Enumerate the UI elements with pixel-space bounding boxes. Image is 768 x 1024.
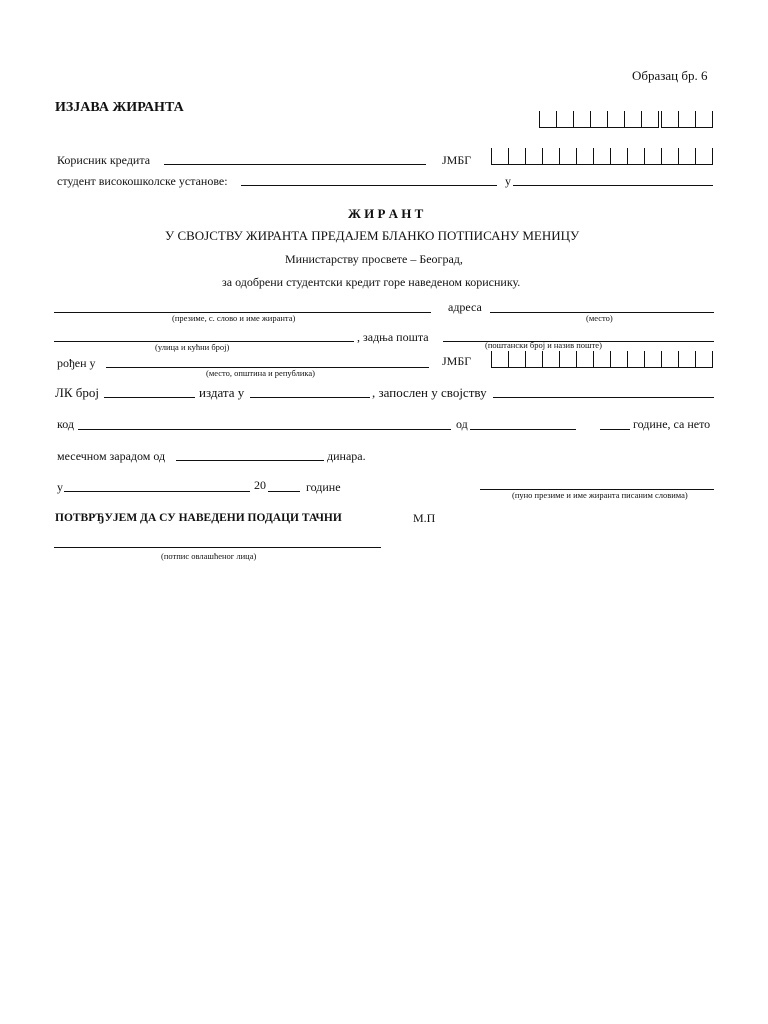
employed-since-field[interactable] bbox=[470, 429, 576, 430]
last-post-label: , задња пошта bbox=[357, 330, 429, 344]
name-caption: (презиме, с. слово и име жиранта) bbox=[172, 313, 296, 323]
born-label: рођен у bbox=[57, 356, 96, 370]
born-caption: (место, општина и република) bbox=[206, 368, 316, 378]
sign-place-field[interactable] bbox=[64, 491, 250, 492]
salary-label: месечном зарадом од bbox=[57, 449, 166, 463]
guarantor-heading: Ж И Р А Н Т bbox=[348, 206, 424, 221]
statement-line-1: У СВОЈСТВУ ЖИРАНТА ПРЕДАЈЕМ БЛАНКО ПОТПИСАНУ МЕНИЦУ bbox=[165, 228, 580, 243]
institution-field[interactable] bbox=[241, 185, 497, 186]
id-number-field[interactable] bbox=[104, 397, 195, 398]
page-title: ИЗЈАВА ЖИРАНТА bbox=[55, 100, 184, 115]
full-name-caption: (пуно презиме и име жиранта писаним словима) bbox=[512, 490, 688, 500]
at-label: код bbox=[57, 417, 74, 431]
issued-label: издата у bbox=[199, 385, 245, 400]
place-caption: (место) bbox=[586, 313, 613, 323]
position-field[interactable] bbox=[493, 397, 714, 398]
borrower-jmbg-label: ЈМБГ bbox=[442, 153, 472, 167]
header-code-boxes-2[interactable] bbox=[661, 111, 713, 128]
stamp-label: М.П bbox=[413, 511, 436, 525]
signature-caption: (потпис овлашћеног лица) bbox=[161, 551, 257, 561]
header-code-boxes-1[interactable] bbox=[539, 111, 659, 128]
borrower-name-field[interactable] bbox=[164, 164, 426, 165]
borrower-in-label: у bbox=[505, 174, 511, 188]
salary-field[interactable] bbox=[176, 460, 324, 461]
guarantor-jmbg-boxes[interactable] bbox=[491, 351, 713, 368]
from-label: од bbox=[456, 417, 468, 431]
statement-line-2: Министарству просвете – Београд, bbox=[285, 252, 463, 266]
issued-place-field[interactable] bbox=[250, 397, 370, 398]
confirmation-text: ПОТВРЂУЈЕМ ДА СУ НАВЕДЕНИ ПОДАЦИ ТАЧНИ bbox=[55, 512, 342, 524]
years-field[interactable] bbox=[600, 429, 630, 430]
student-label: студент високошколске установе: bbox=[57, 174, 228, 188]
street-caption: (улица и кућни број) bbox=[155, 342, 230, 352]
borrower-jmbg-boxes[interactable] bbox=[491, 148, 713, 165]
employed-label: , запослен у својству bbox=[372, 385, 487, 400]
borrower-label: Корисник кредита bbox=[57, 153, 151, 167]
employer-field[interactable] bbox=[78, 429, 451, 430]
guarantor-jmbg-label: ЈМБГ bbox=[442, 354, 472, 368]
id-label: ЛК број bbox=[55, 385, 99, 400]
date-in-label: у bbox=[57, 480, 63, 494]
statement-line-3: за одобрени студентски кредит горе наведеном кориснику. bbox=[222, 275, 521, 289]
authorized-signature-field[interactable] bbox=[54, 547, 381, 548]
dinars-label: динара. bbox=[327, 449, 366, 463]
form-number: Образац бр. 6 bbox=[632, 68, 708, 83]
year-prefix: 20 bbox=[254, 478, 266, 492]
years-label: године, са нето bbox=[633, 417, 711, 431]
address-label: адреса bbox=[448, 300, 482, 314]
institution-place-field[interactable] bbox=[513, 185, 713, 186]
year-label: године bbox=[306, 480, 341, 494]
postal-caption: (поштански број и назив поште) bbox=[485, 340, 602, 350]
year-field[interactable] bbox=[268, 491, 300, 492]
